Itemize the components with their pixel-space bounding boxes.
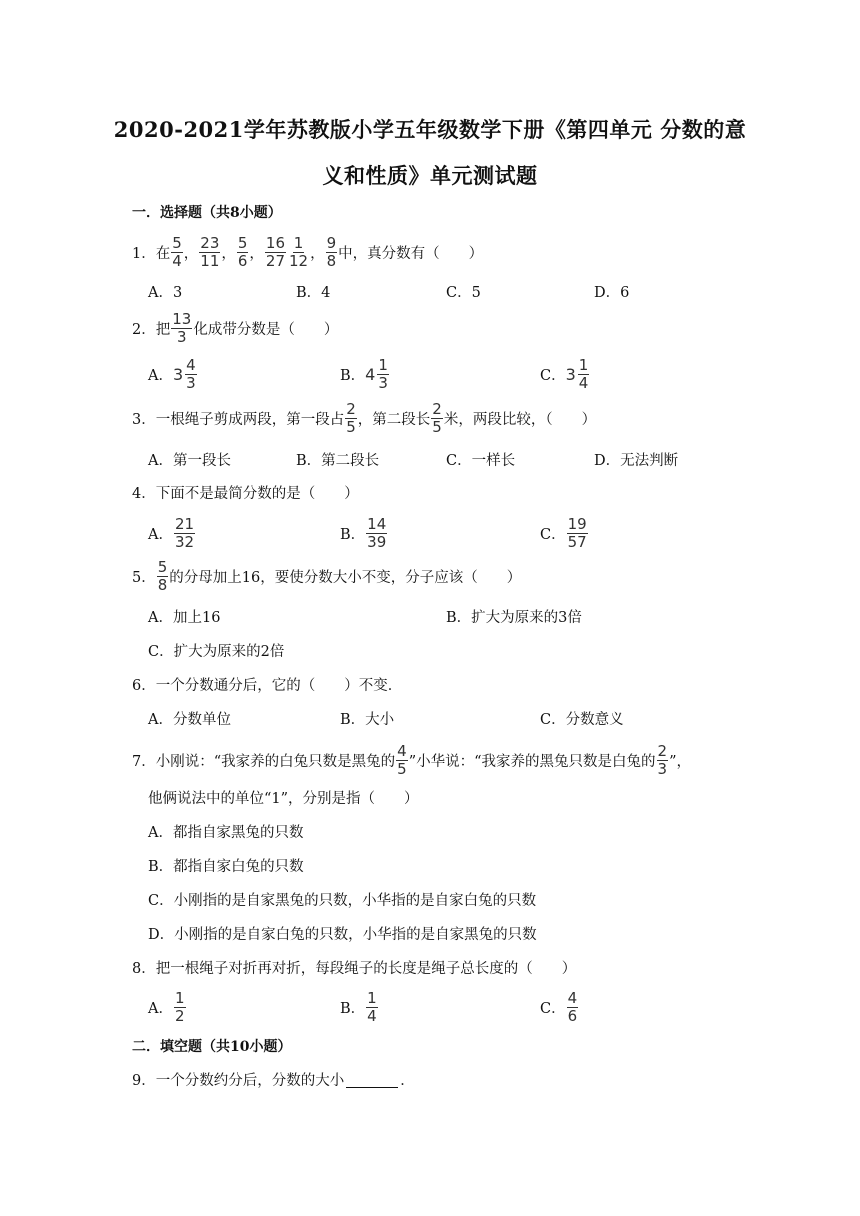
section-heading-choice: 一．选择题（共8小题） <box>132 205 282 221</box>
q4-option-b[interactable]: B． $\frac{14}{39}$ <box>340 514 387 551</box>
q5-option-a[interactable]: A．加上16 <box>148 609 221 626</box>
question-7-line2: 他俩说法中的单位“1”，分别是指（ ） <box>148 790 419 807</box>
fraction: $\frac{1}{12}$ <box>289 233 309 270</box>
fraction: $\frac{21}{32}$ <box>174 514 195 551</box>
q2-option-a[interactable]: A． 3 $\frac{4}{3}$ <box>148 355 196 392</box>
q2-option-b[interactable]: B． 4 $\frac{1}{3}$ <box>340 355 388 392</box>
q1-suffix: 中，真分数有（ ） <box>338 245 484 262</box>
q1-option-d[interactable]: D．6 <box>594 284 630 301</box>
fraction: $\frac{2}{3}$ <box>657 741 668 778</box>
section-heading-fill: 二．填空题（共10小题） <box>132 1039 292 1055</box>
fraction: $\frac{5}{4}$ <box>172 233 182 270</box>
question-4: 4．下面不是最简分数的是（ ） <box>132 485 359 502</box>
q7-option-b[interactable]: B．都指自家白兔的只数 <box>148 858 304 875</box>
q4-option-a[interactable]: A． $\frac{21}{32}$ <box>148 514 195 551</box>
q5-option-c[interactable]: C．扩大为原来的2倍 <box>148 643 285 660</box>
q1-option-a[interactable]: A．3 <box>148 284 183 301</box>
fraction: $\frac{1}{2}$ <box>174 988 185 1025</box>
q8-option-b[interactable]: B． $\frac{1}{4}$ <box>340 988 377 1025</box>
fraction: $\frac{14}{39}$ <box>367 514 387 551</box>
q3-option-d[interactable]: D．无法判断 <box>594 452 679 469</box>
q1-option-b[interactable]: B．4 <box>296 284 331 301</box>
question-3: 3．一根绳子剪成两段，第一段占 $\frac{2}{5}$ ，第二段长 $\frac{2}{5}$ 米，两段比较，（ ） <box>132 399 597 436</box>
fraction: $\frac{16}{27}$ <box>265 233 286 270</box>
question-5: 5． $\frac{5}{8}$ 的分母加上16，要使分数大小不变，分子应该（ ） <box>132 557 522 594</box>
q1-option-c[interactable]: C．5 <box>446 284 481 301</box>
q8-option-a[interactable]: A． $\frac{1}{2}$ <box>148 988 185 1025</box>
fraction: $\frac{23}{11}$ <box>200 233 220 270</box>
q3-option-a[interactable]: A．第一段长 <box>148 452 231 469</box>
fraction: $\frac{9}{8}$ <box>326 233 337 270</box>
fraction: $\frac{2}{5}$ <box>432 399 442 436</box>
question-8: 8．把一根绳子对折再对折，每段绳子的长度是绳子总长度的（ ） <box>132 960 577 977</box>
question-6: 6．一个分数通分后，它的（ ）不变． <box>132 677 403 694</box>
fraction: $\frac{4}{6}$ <box>567 988 578 1025</box>
fraction: $\frac{5}{8}$ <box>157 557 168 594</box>
q5-option-b[interactable]: B．扩大为原来的3倍 <box>446 609 582 626</box>
question-9: 9．一个分数约分后，分数的大小 ． <box>132 1072 415 1089</box>
mixed-number: 3 $\frac{4}{3}$ <box>172 355 196 392</box>
doc-title-line2: 义和性质》单元测试题 <box>322 163 538 188</box>
fraction: $\frac{13}{3}$ <box>172 309 192 346</box>
fraction: $\frac{2}{5}$ <box>346 399 356 436</box>
q4-option-c[interactable]: C． $\frac{19}{57}$ <box>540 514 587 551</box>
fraction: $\frac{5}{6}$ <box>237 233 248 270</box>
answer-blank[interactable] <box>346 1071 398 1088</box>
fraction: $\frac{19}{57}$ <box>567 514 587 551</box>
q8-option-c[interactable]: C． $\frac{4}{6}$ <box>540 988 578 1025</box>
q3-option-b[interactable]: B．第二段长 <box>296 452 380 469</box>
q7-option-c[interactable]: C．小刚指的是自家黑兔的只数，小华指的是自家白兔的只数 <box>148 892 537 909</box>
doc-title-line1: 2020-2021学年苏教版小学五年级数学下册《第四单元 分数的意 <box>113 117 747 142</box>
q7-option-a[interactable]: A．都指自家黑兔的只数 <box>148 824 304 841</box>
fraction: $\frac{4}{5}$ <box>397 741 407 778</box>
q1-prefix: 1．在 <box>132 245 171 262</box>
q6-option-b[interactable]: B．大小 <box>340 711 395 728</box>
mixed-number: 3 $\frac{1}{4}$ <box>565 355 589 392</box>
question-7: 7．小刚说：“我家养的白兔只数是黑兔的 $\frac{4}{5}$ ”小华说：“我家养的黑兔只数是白兔的 $\frac{2}{3}$ ”， <box>132 741 691 778</box>
question-1: 1．在 $\frac{5}{4}$ ， $\frac{23}{11}$ ， $\frac{5}{6}$ ， $\frac{16}{27}$ $\frac{1}{12}$ ， $\frac{9}{8}$ 中，真分数有（ ） <box>132 233 484 270</box>
q6-option-a[interactable]: A．分数单位 <box>148 711 231 728</box>
q3-option-c[interactable]: C．一样长 <box>446 452 516 469</box>
q7-option-d[interactable]: D．小刚指的是自家白兔的只数，小华指的是自家黑兔的只数 <box>148 926 537 943</box>
question-2: 2．把 $\frac{13}{3}$ 化成带分数是（ ） <box>132 309 339 346</box>
q6-option-c[interactable]: C．分数意义 <box>540 711 624 728</box>
q2-option-c[interactable]: C． 3 $\frac{1}{4}$ <box>540 355 589 392</box>
mixed-number: 4 $\frac{1}{3}$ <box>365 355 388 392</box>
fraction: $\frac{1}{4}$ <box>367 988 377 1025</box>
